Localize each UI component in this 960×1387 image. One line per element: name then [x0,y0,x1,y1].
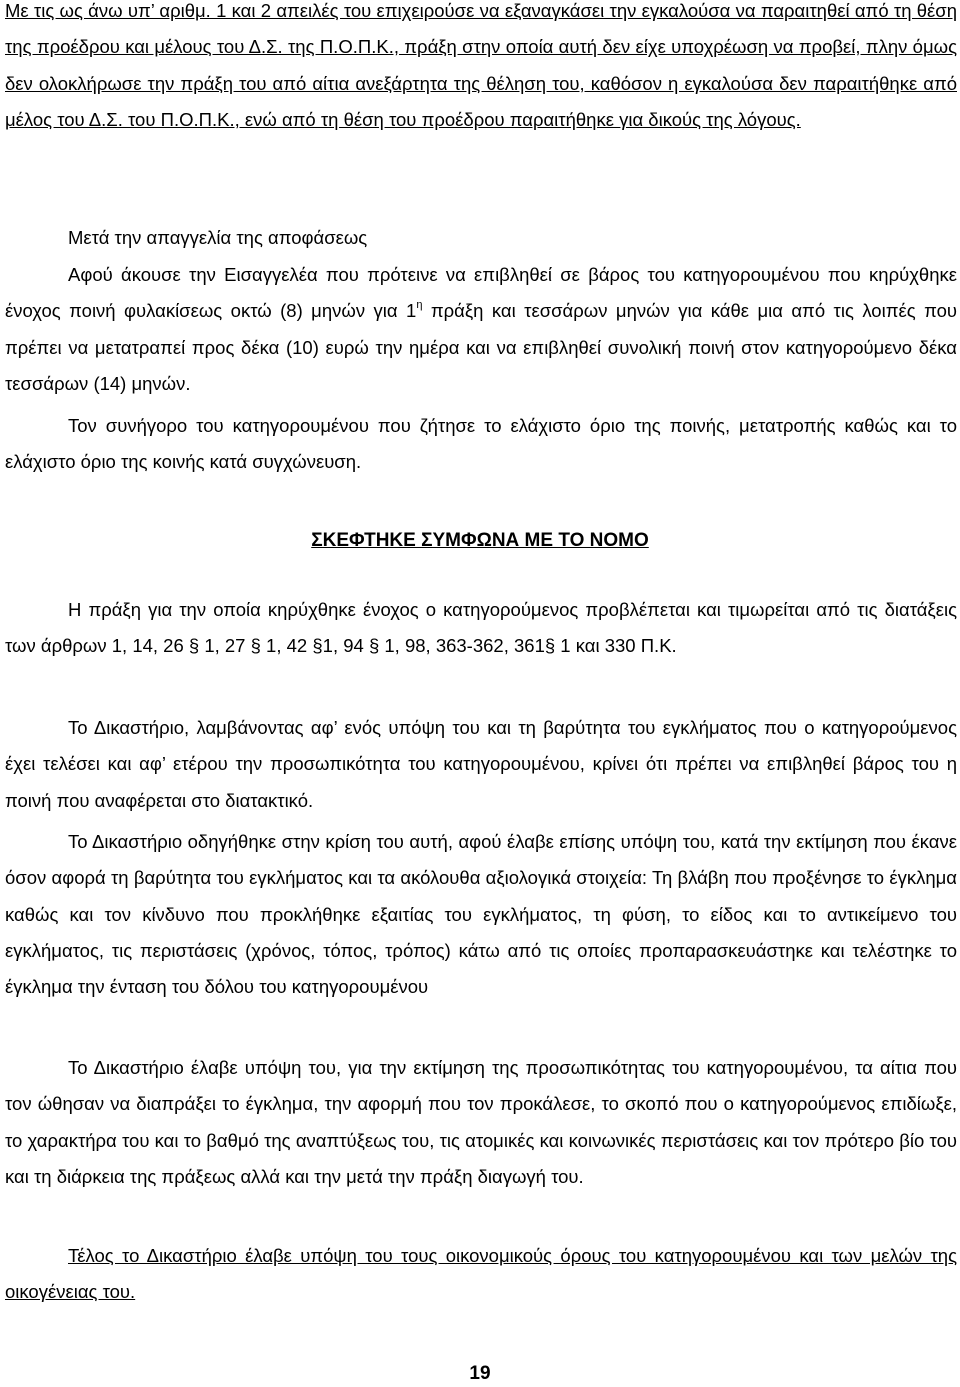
paragraph-financial-terms [5,1238,957,1311]
section-sign: § [368,635,380,657]
paragraph-legal-provisions [5,592,957,665]
paragraph-evaluation-criteria [5,824,957,1005]
paragraph-text: Τέλος το Δικαστήριο έλαβε υπόψη του τους οικονομικούς όρους του κατηγορουμένου και των μελών της οικογένειας του. [5,1245,957,1303]
paragraph-text: Με τις ως άνω υπ’ αριθμ. 1 και 2 απειλές του επιχειρούσε να εξαναγκάσει την εγκαλούσα να παραιτηθεί από τη θέση της προέδρου και μέλους του Δ.Σ. της Π.Ο.Π.Κ., πράξη στην οποία αυτή δεν είχε υποχρέωση να προβεί, πλην όμως δεν ολοκλήρωσε την πράξη του από αίτια ανεξάρτητα της θέληση του, καθόσον η εγκαλούσα δεν παραιτήθηκε από μέλος του Δ.Σ. του Π.Ο.Π.Κ., ενώ από τη θέση του προέδρου παραιτήθηκε για δικούς της λόγους. [5,0,957,130]
paragraph-text: Το Δικαστήριο, λαμβάνοντας αφ’ ενός υπόψη του και τη βαρύτητα του εγκλήματος που ο κατηγορούμενος έχει τελέσει και αφ’ ετέρου την προσωπικότητα του κατηγορουμένου, κρίνει ότι πρέπει να επιβληθεί βάρος του η ποινή που αναφέρεται στο διατακτικό. [5,717,957,811]
paragraph-text: Το Δικαστήριο έλαβε υπόψη του, για την εκτίμηση της προσωπικότητας του κατηγορουμένου, τα αίτια που τον ώθησαν να διαπράξει το έγκλημα, την αφορμή που τον προκάλεσε, το σκοπό που ο κατηγορούμενος επιδίωξε, το χαρακτήρα του και το βαθμό της αναπτύξεως του, τις ατομικές και κοινωνικές περιστάσεις και τον πρότερο βίο του και τη διάρκεια της πράξεως αλλά και την μετά την πράξη διαγωγή του. [5,1057,957,1187]
section-sign: § [312,635,323,657]
paragraph-prosecutor-proposal [5,257,957,402]
paragraph-threats-conclusion [5,0,957,138]
paragraph-text: Αφού άκουσε την Εισαγγελέα που πρότεινε να επιβληθεί σε βάρος του κατηγορουμένου που κηρύχθηκε ένοχος ποινή φυλακίσεως οκτώ (8) μηνών για 1 [5,264,957,322]
paragraph-text: 1, 98, 363-362, 361 [379,635,545,657]
section-sign: § [544,635,556,657]
paragraph-text: Το Δικαστήριο οδηγήθηκε στην κρίση του αυτή, αφού έλαβε επίσης υπόψη του, κατά την εκτίμηση που έκανε όσον αφορά τη βαρύτητα του εγκλήματος και τα ακόλουθα αξιολογικά στοιχεία: Τη βλάβη που προξένησε το έγκλημα καθώς και τον κίνδυνο που προκλήθηκε εξαιτίας του εγκλήματος, τη φύση, το είδος και το αντικείμενο του εγκλήματος, τις περιστάσεις (χρόνος, τόπος, τρόπος) κάτω από τις οποίες προπαρασκευάστηκε και τελέστηκε το έγκλημα την ένταση του δόλου του κατηγορουμένου [5,831,957,998]
paragraph-after-verdict [5,220,957,256]
paragraph-text: Τον συνήγορο του κατηγορουμένου που ζήτησε το ελάχιστο όριο της ποινής, μετατροπής καθώς και το ελάχιστο όριο της κοινής κατά συγχώνευση. [5,415,957,473]
section-heading: ΣΚΕΦΤΗΚΕ ΣΥΜΦΩΝΑ ΜΕ ΤΟ ΝΟΜΟ [311,530,649,551]
paragraph-text: 1, 27 [199,635,251,657]
paragraph-court-assessment [5,710,957,819]
section-sign: § [250,635,261,657]
superscript: η [416,299,423,312]
paragraph-text: 1 και 330 Π.Κ. [555,635,677,657]
paragraph-defense-request [5,408,957,481]
paragraph-text: Η πράξη για την οποία κηρύχθηκε ένοχος ο κατηγορούμενος προβλέπεται και τιμωρείται από τις διατάξεις των άρθρων 1, 14, 26 [5,599,957,657]
paragraph-personality-assessment [5,1050,957,1195]
section-sign: § [188,635,200,657]
paragraph-text: 1, 42 [260,635,313,657]
page-number: 19 [469,1363,491,1384]
paragraph-text: πράξη και τεσσάρων μηνών για κάθε μια από τις λοιπές που πρέπει να μετατραπεί προς δέκα (10) ευρώ την ημέρα και να επιβληθεί συνολική ποινή στον κατηγορούμενο δέκα τεσσάρων (14) μηνών. [5,300,957,394]
paragraph-text: Μετά την απαγγελία της αποφάσεως [68,227,368,248]
paragraph-text: 1, 94 [322,635,369,657]
